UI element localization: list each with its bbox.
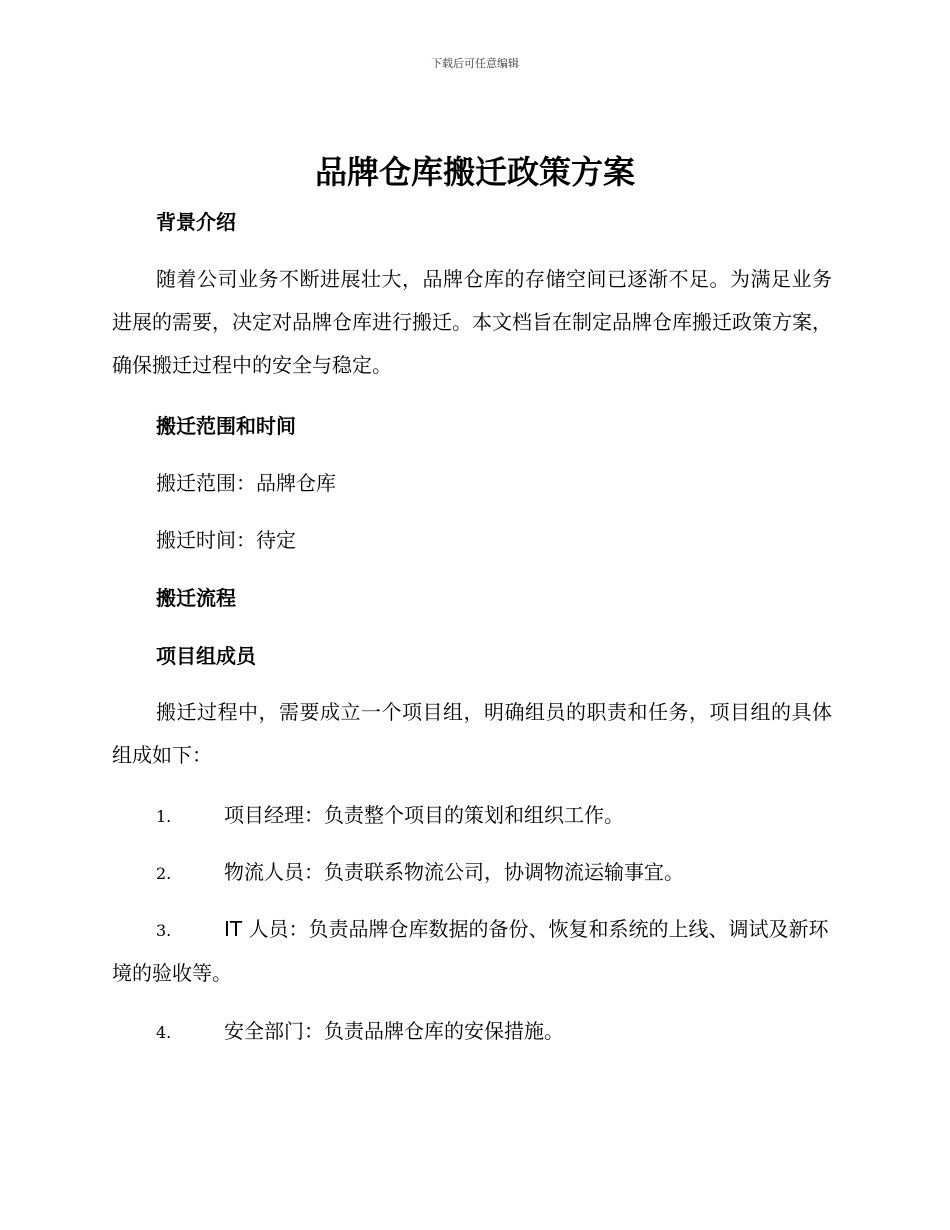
- list-item: [112, 794, 832, 838]
- document-title: 品牌仓库搬迁政策方案: [314, 153, 635, 191]
- heading-background: 背景介绍: [156, 210, 236, 234]
- list-item-number: 4.: [156, 1023, 172, 1042]
- scope-line: 搬迁范围：品牌仓库: [156, 471, 336, 495]
- paragraph-background: 随着公司业务不断进展壮大，品牌仓库的存储空间已逐渐不足。为满足业务进展的需要，决定对品牌仓库进行搬迁。本文档旨在制定品牌仓库搬迁政策方案，确保搬迁过程中的安全与稳定。: [112, 267, 832, 377]
- list-item: [112, 1010, 832, 1054]
- header-note: 下载后可任意编辑: [431, 57, 519, 70]
- heading-process: 搬迁流程: [156, 586, 236, 610]
- heading-scope-time: 搬迁范围和时间: [156, 414, 296, 438]
- list-item-text: 物流人员：负责联系物流公司，协调物流运输事宜。: [224, 860, 684, 884]
- list-item-text: IT 人员：负责品牌仓库数据的备份、恢复和系统的上线、调试及新环境的验收等。: [112, 917, 829, 985]
- time-line: 搬迁时间：待定: [156, 528, 296, 552]
- list-item: [112, 908, 832, 995]
- list-item-number: 2.: [156, 864, 172, 883]
- list-item: [112, 851, 832, 895]
- list-item-number: 3.: [156, 921, 172, 940]
- paragraph-team: 搬迁过程中，需要成立一个项目组，明确组员的职责和任务，项目组的具体组成如下：: [112, 700, 832, 767]
- heading-team: 项目组成员: [156, 644, 256, 668]
- list-item-number: 1.: [156, 807, 172, 826]
- list-item-text: 安全部门：负责品牌仓库的安保措施。: [224, 1019, 564, 1043]
- list-item-text: 项目经理：负责整个项目的策划和组织工作。: [224, 803, 624, 827]
